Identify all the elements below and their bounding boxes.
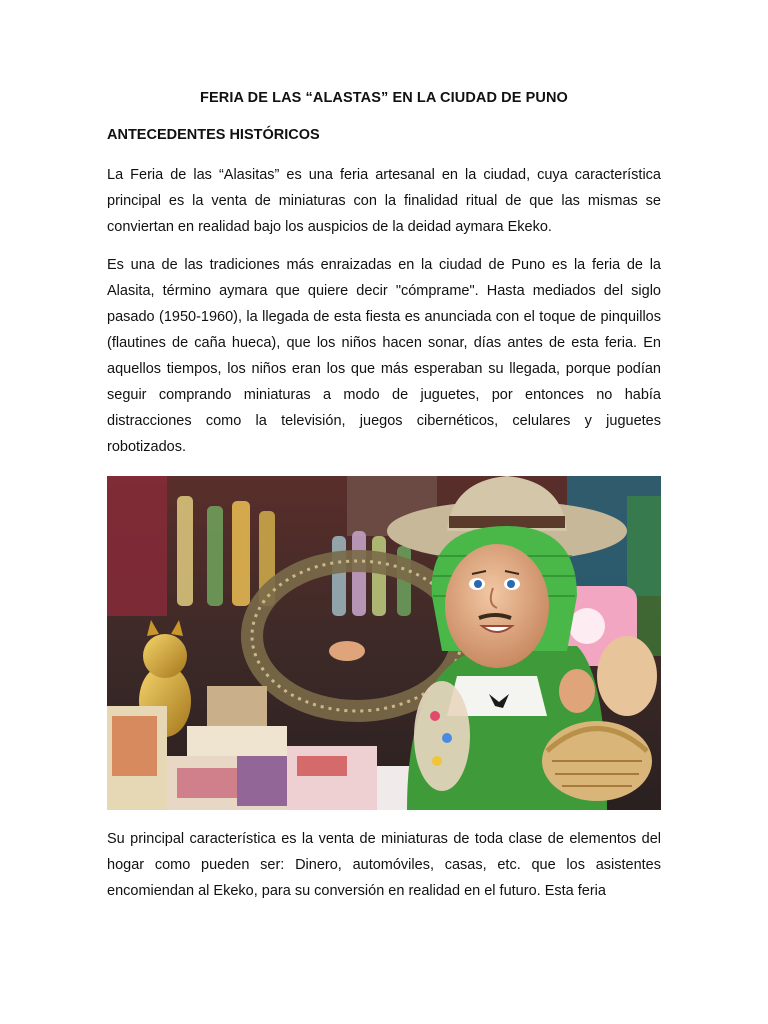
paragraph-intro: La Feria de las “Alasitas” es una feria artesanal en la ciudad, cuya característica principal es la venta de miniaturas con la finalidad ritual de que las mismas se conviertan en realidad bajo los auspicios de la deidad aymara Ekeko. [107, 167, 661, 235]
paragraph-characteristics: Su principal característica es la venta de miniaturas de toda clase de elementos del hogar como pueden ser: Dinero, automóviles, casas, etc. que los asistentes encomiendan al Ekeko, para su conversión en realidad en el futuro. Esta feria [107, 831, 661, 899]
paragraph-tradition: Es una de las tradiciones más enraizadas en la ciudad de Puno es la feria de la Alasita, término aymara que quiere decir "cómprame". Hasta mediados del siglo pasado (1950-1960), la llegada de esta fiesta es anunciada con el toque de pinquillos (flautines de caña hueca), que los niños hacen sonar, días antes de esta feria. En aquellos tiempos, los niños eran los que más esperaban su llegada, porque podían seguir comprando miniaturas a modo de juguetes, por entonces no había distracciones como la televisión, juegos cibernéticos, celulares y juguetes robotizados. [107, 257, 661, 455]
section-heading: ANTECEDENTES HISTÓRICOS [107, 127, 320, 143]
ekeko-photo [107, 476, 661, 810]
document-title: FERIA DE LAS “ALASTAS” EN LA CIUDAD DE PUNO [200, 90, 568, 106]
